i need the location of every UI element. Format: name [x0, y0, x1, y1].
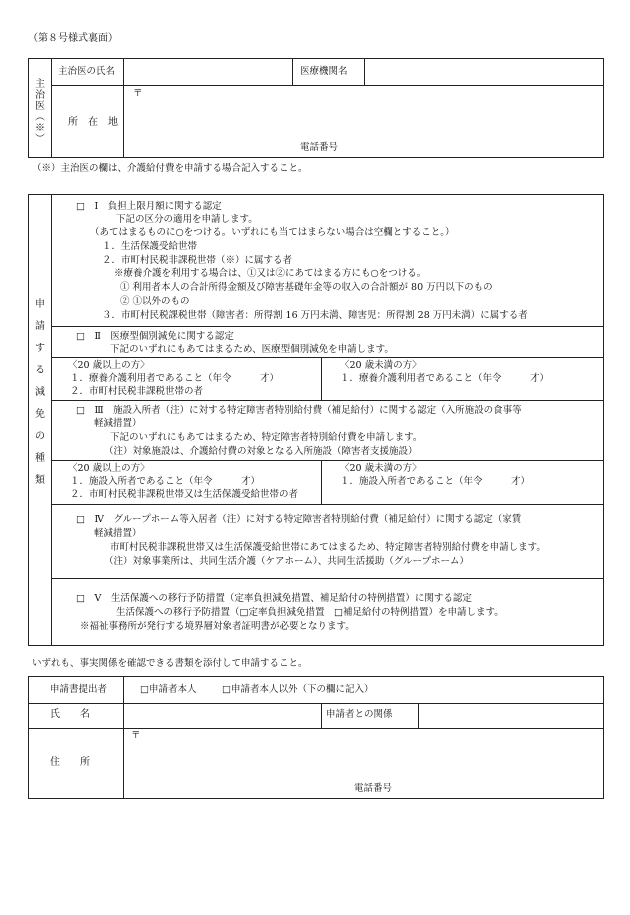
doctor-note: （※）主治医の欄は、介護給付費を申請する場合記入すること。	[32, 163, 308, 174]
applicant-phone-label: 電話番号	[354, 783, 393, 794]
section-3-left-item: １．施設入所者であること（年令 才）	[70, 476, 261, 487]
section-3-right-item: １．施設入所者であること（年令 才）	[340, 476, 531, 487]
section-3-title[interactable]: □ Ⅲ 施設入所者（注）に対する特定障害者特別給付費（補足給付）に関する認定（入所施設の食事等	[76, 405, 522, 416]
section-4-note: （注）対象事業所は、共同生活介護（ケアホーム）、共同生活援助（グループホーム）	[104, 556, 469, 567]
submitter-other-checkbox[interactable]: □申請者本人以外（下の欄に記入）	[222, 684, 374, 695]
section-1-line: （あてはまるものに○をつける。いずれにも当てはまらない場合は空欄とすること。）	[90, 227, 455, 238]
option-1-2[interactable]: ２．市町村民税非課税世帯（※）に属する者	[102, 255, 293, 266]
section-2-left-head: 〈20 歳以上の方〉	[68, 360, 150, 371]
doctor-address-field[interactable]	[124, 86, 602, 156]
institution-label: 医療機関名	[300, 66, 348, 77]
section-5-note: ※福祉事務所が発行する境界層対象者証明書が必要となります。	[80, 621, 355, 632]
relation-label: 申請者との関係	[326, 709, 393, 720]
institution-field[interactable]	[365, 59, 602, 85]
section-1-line: 下記の区分の適用を申請します。	[116, 214, 258, 225]
submitter-label: 申請書提出者	[50, 684, 108, 695]
applicant-name-field[interactable]	[124, 704, 320, 728]
section-2-right-head: 〈20 歳未満の方〉	[340, 360, 422, 371]
submitter-self-checkbox[interactable]: □申請者本人	[140, 684, 197, 695]
section-5-line: 生活保護への移行予防措置（□定率負担減免措置 □補足給付の特例措置）を申請します。	[116, 607, 504, 618]
section-4-line: 市町村民税非課税世帯又は生活保護受給世帯にあてはまるため、特定障害者特別給付費を申請します。	[110, 542, 546, 553]
option-1-1[interactable]: １．生活保護受給世帯	[102, 241, 198, 252]
option-1-2-b[interactable]: ② ①以外のもの	[120, 296, 190, 307]
applicant-address-label: 住 所	[50, 757, 90, 768]
form-number-label: （第８号様式裏面）	[28, 33, 118, 44]
section-1-line: ※療養介護を利用する場合は、①又は②にあてはまる方にも○をつける。	[114, 268, 427, 279]
doctor-phone-label: 電話番号	[300, 142, 339, 153]
section-3-left-head: 〈20 歳以上の方〉	[68, 463, 150, 474]
section-2-title[interactable]: □ Ⅱ 医療型個別減免に関する認定	[76, 331, 234, 342]
option-1-3[interactable]: ３．市町村民税課税世帯（障害者：所得割 16 万円未満、障害児：所得割 28 万円未満）に属する者	[102, 310, 528, 321]
section-3-note: （注）対象施設は、介護給付費の対象となる入所施設（障害者支援施設）	[104, 446, 418, 457]
option-1-2-a[interactable]: ① 利用者本人の合計所得金額及び障害基礎年金等の収入の合計額が 80 万円以下のもの	[120, 282, 493, 293]
doctor-name-label: 主治医の氏名	[58, 66, 116, 77]
section-3-title-cont: 軽減措置）	[94, 418, 142, 429]
doctor-address-label: 所 在 地	[68, 117, 118, 128]
reductions-side-label: 申 請 す る 減 免 の 種 類	[35, 299, 45, 486]
section-4-title-cont: 軽減措置）	[94, 528, 142, 539]
section-2-left-item: ２．市町村民税非課税世帯の者	[70, 386, 204, 397]
doctor-postal-mark: 〒	[133, 88, 143, 99]
section-1-title[interactable]: □ Ⅰ 負担上限月額に関する認定	[76, 201, 222, 212]
section-3-right-head: 〈20 歳未満の方〉	[340, 463, 422, 474]
attach-note: いずれも、事実関係を確認できる書類を添付して申請すること。	[32, 658, 308, 669]
relation-field[interactable]	[419, 704, 602, 728]
section-2-line: 下記のいずれにもあてはまるため、医療型個別減免を申請します。	[110, 344, 394, 355]
section-4-title[interactable]: □ Ⅳ グループホーム等入居者（注）に対する特定障害者特別給付費（補足給付）に関する認定（家賃	[76, 514, 522, 525]
applicant-name-label: 氏 名	[50, 709, 90, 720]
applicant-postal-mark: 〒	[131, 730, 141, 741]
section-3-line: 下記のいずれにもあてはまるため、特定障害者特別給付費を申請します。	[110, 432, 423, 443]
doctor-side-label: 主治医（※）	[32, 78, 44, 144]
section-5-title[interactable]: □ Ⅴ 生活保護への移行予防措置（定率負担減免措置、補足給付の特例措置）に関する認定	[76, 593, 472, 604]
section-2-right-item: １．療養介護利用者であること（年令 才）	[340, 373, 550, 384]
section-3-left-item: ２．市町村民税非課税世帯又は生活保護受給世帯の者	[70, 489, 299, 500]
doctor-name-field[interactable]	[124, 59, 291, 85]
section-2-left-item: １．療養介護利用者であること（年令 才）	[70, 373, 280, 384]
